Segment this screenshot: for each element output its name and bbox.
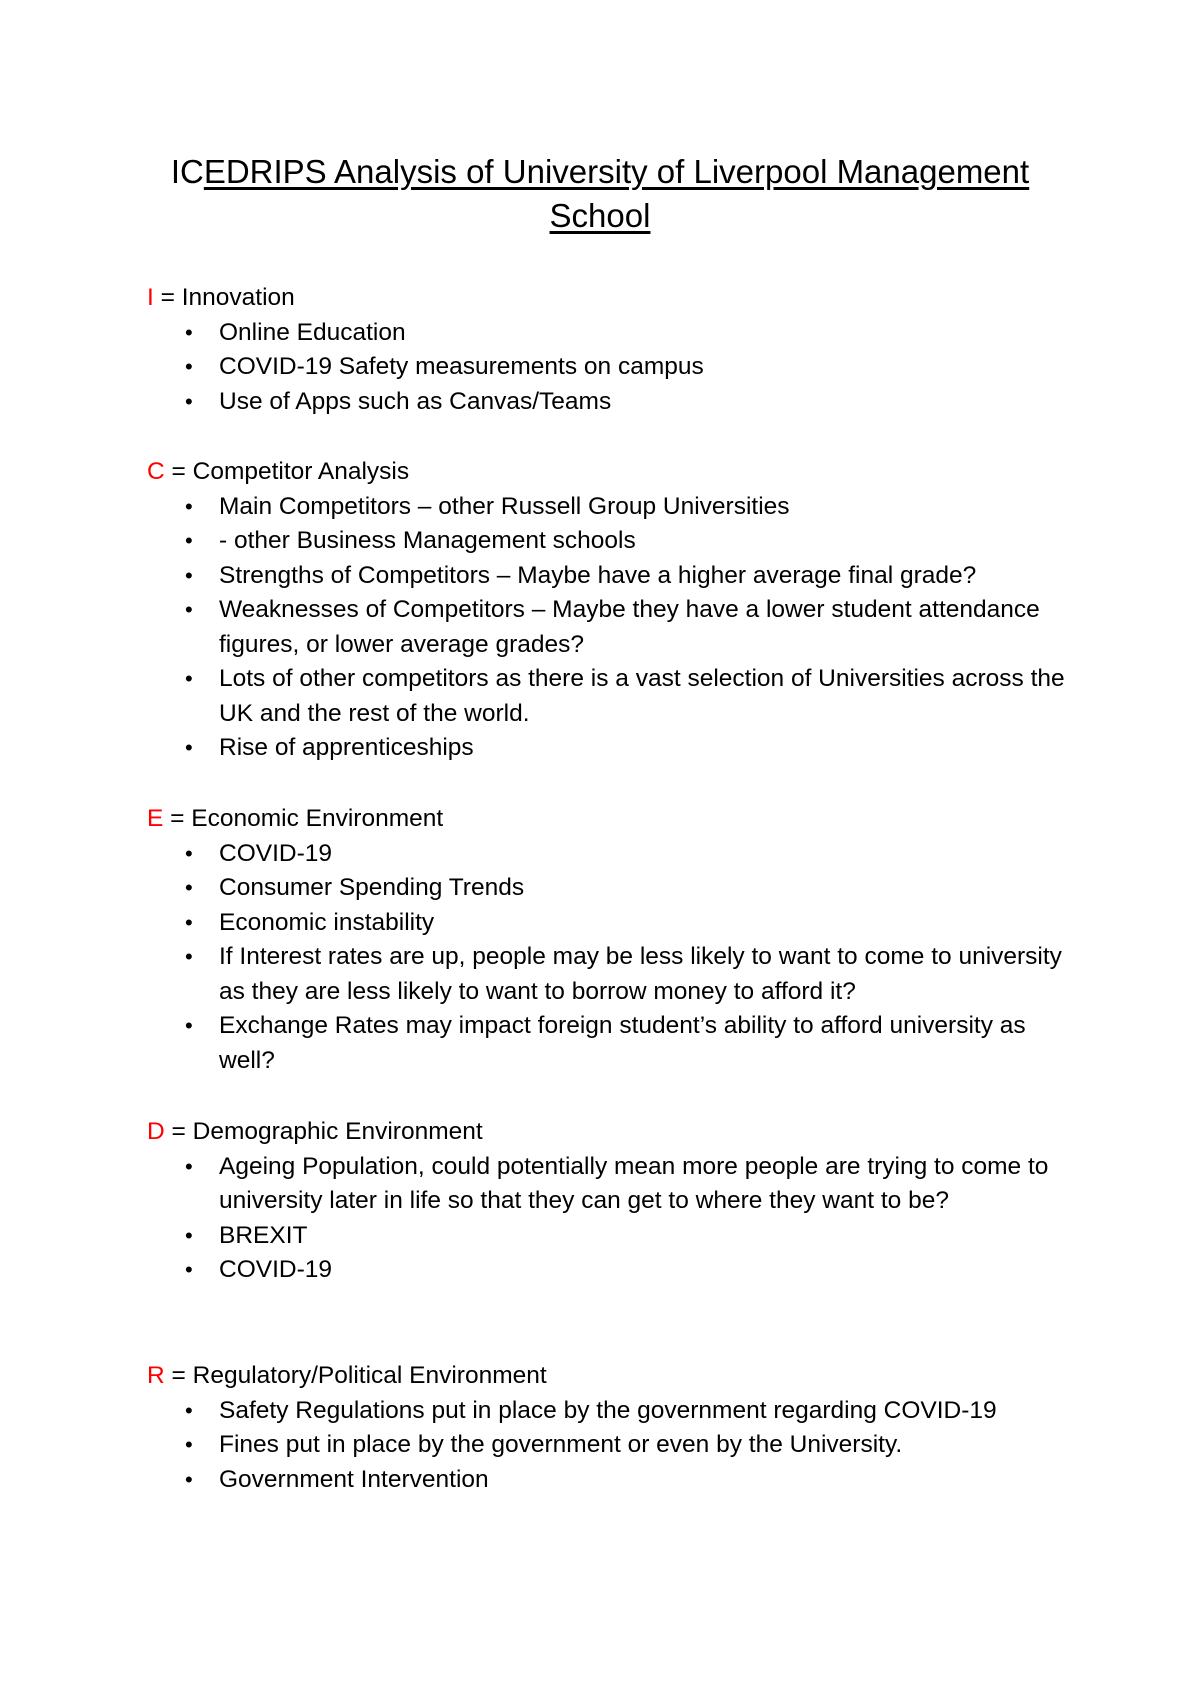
list-item: • BREXIT [147, 1219, 1077, 1254]
list-item: • Strengths of Competitors – Maybe have a higher average final grade? [147, 559, 1077, 594]
list-item: • Main Competitors – other Russell Group Universities [147, 490, 1077, 525]
section-letter: E [147, 805, 164, 832]
list-item: • Use of Apps such as Canvas/Teams [147, 385, 1077, 420]
section-title: = Economic Environment [163, 805, 444, 832]
section-competitor-analysis [147, 455, 1077, 766]
section-heading [147, 1115, 1077, 1150]
section-letter: I [147, 284, 154, 311]
bullet-list [147, 1394, 1077, 1498]
bullet-list [147, 837, 1077, 1079]
list-item: • Consumer Spending Trends [147, 871, 1077, 906]
list-item: • COVID-19 Safety measurements on campus [147, 350, 1077, 385]
list-item: • Economic instability [147, 906, 1077, 941]
section-letter: R [147, 1362, 165, 1389]
section-heading [147, 281, 1077, 316]
section-heading [147, 1359, 1077, 1394]
title-prefix: IC [170, 153, 204, 190]
list-item: • Exchange Rates may impact foreign student’s ability to afford university as well? [147, 1009, 1077, 1078]
list-item: • Government Intervention [147, 1463, 1077, 1498]
list-item: • Weaknesses of Competitors – Maybe they have a lower student attendance figures, or lower average grades? [147, 593, 1077, 662]
bullet-list [147, 1150, 1077, 1288]
list-item: • Rise of apprenticeships [147, 731, 1077, 766]
list-item: • Fines put in place by the government or even by the University. [147, 1428, 1077, 1463]
section-economic-environment [147, 802, 1077, 1078]
section-title: = Regulatory/Political Environment [164, 1362, 547, 1389]
section-regulatory-political-environment [147, 1359, 1077, 1497]
section-innovation [147, 281, 1077, 419]
section-heading [147, 802, 1077, 837]
title-underlined: EDRIPS Analysis of University of Liverpool Management School [203, 153, 1030, 234]
list-item: • COVID-19 [147, 837, 1077, 872]
section-title: = Innovation [153, 284, 295, 311]
section-title: = Demographic Environment [164, 1118, 483, 1145]
list-item: • COVID-19 [147, 1253, 1077, 1288]
section-title: = Competitor Analysis [164, 458, 410, 485]
bullet-list [147, 316, 1077, 420]
section-demographic-environment [147, 1115, 1077, 1288]
list-item: • Lots of other competitors as there is a vast selection of Universities across the UK and the rest of the world. [147, 662, 1077, 731]
section-letter: C [147, 458, 165, 485]
section-letter: D [147, 1118, 165, 1145]
list-item: • If Interest rates are up, people may be less likely to want to come to university as they are less likely to want to borrow money to afford it? [147, 940, 1077, 1009]
section-heading [147, 455, 1077, 490]
list-item: • - other Business Management schools [147, 524, 1077, 559]
bullet-list [147, 490, 1077, 766]
list-item: • Online Education [147, 316, 1077, 351]
list-item: • Safety Regulations put in place by the government regarding COVID-19 [147, 1394, 1077, 1429]
list-item: • Ageing Population, could potentially mean more people are trying to come to university later in life so that they can get to where they want to be? [147, 1150, 1077, 1219]
document-title [140, 150, 1060, 238]
